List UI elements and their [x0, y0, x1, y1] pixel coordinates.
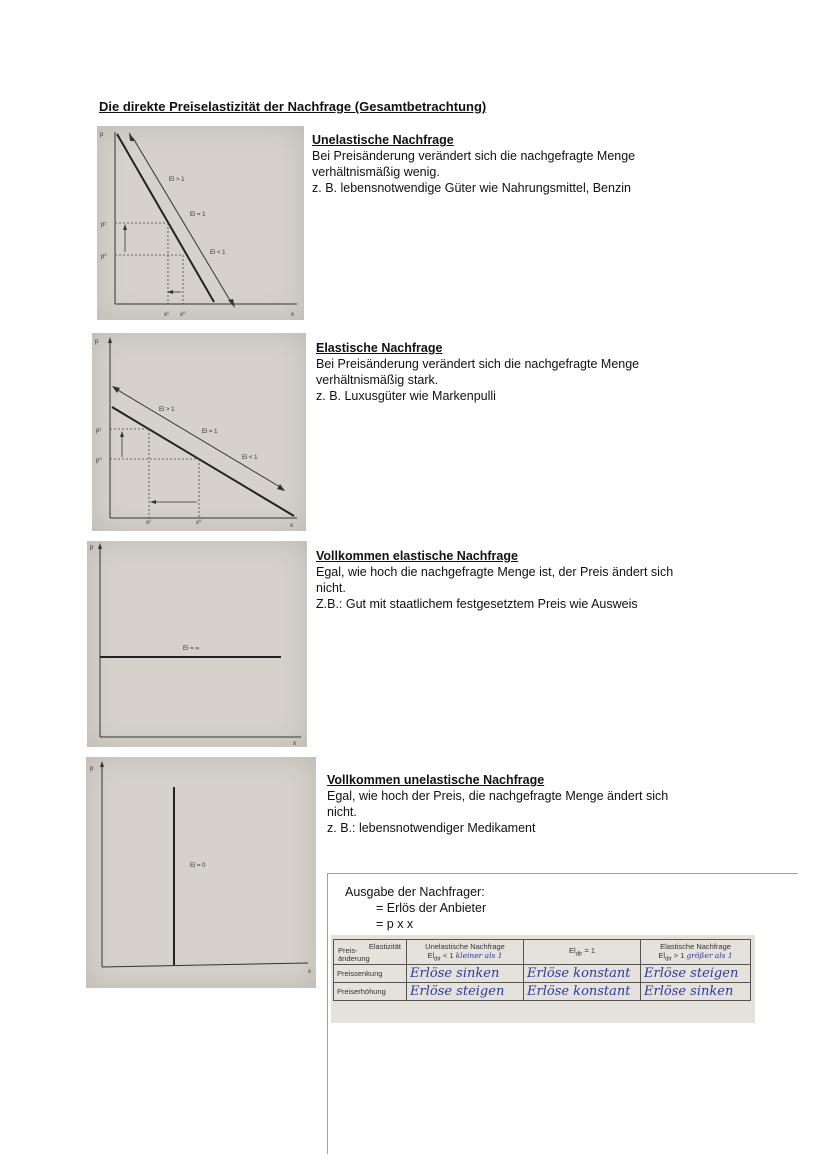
- section-perfectly-elastic: [316, 548, 673, 612]
- section-line: Bei Preisänderung verändert sich die nachgefragte Menge: [316, 357, 640, 371]
- section-perfectly-inelastic: [327, 772, 668, 836]
- col1-sub: El: [427, 950, 435, 960]
- section-elastic: [316, 340, 639, 404]
- x-axis-label: x: [308, 969, 311, 975]
- col3-title: Elastische Nachfrage: [660, 941, 731, 951]
- section-line: z. B. lebensnotwendige Güter wie Nahrungsmittel, Benzin: [312, 181, 631, 195]
- cell-handwritten: Erlöse konstant: [524, 965, 641, 983]
- col2-cond: = 1: [584, 946, 596, 956]
- section-heading: Elastische Nachfrage: [316, 341, 443, 355]
- graph-unelastic: [97, 126, 304, 320]
- col3-sub: El: [658, 950, 665, 960]
- p-axis-label: p: [95, 339, 99, 345]
- cell-handwritten: Erlöse sinken: [641, 983, 751, 1001]
- el-label: El = ∞: [183, 646, 200, 652]
- revenue-table: [333, 939, 751, 1001]
- expenditure-line: = p x x: [376, 917, 414, 931]
- graph-perfectly-elastic: [87, 541, 307, 747]
- graph-elastic: [92, 333, 306, 531]
- x0-label: x⁰: [196, 520, 202, 526]
- p1-label: p¹: [96, 428, 102, 434]
- graph-perfectly-elastic-photo: [87, 541, 307, 747]
- section-heading: Vollkommen elastische Nachfrage: [316, 549, 518, 563]
- cell-handwritten: Erlöse sinken: [407, 965, 524, 983]
- table-corner-cell: [334, 940, 407, 965]
- x-axis-label: x: [293, 741, 296, 747]
- section-line: Egal, wie hoch die nachgefragte Menge ist, der Preis ändert sich: [316, 565, 674, 579]
- corner-top-label: Elastizität: [368, 942, 401, 951]
- row-label: Preiserhöhung: [334, 983, 407, 1001]
- section-line: verhältnismäßig wenig.: [312, 165, 440, 179]
- col1-header: [407, 940, 524, 965]
- corner-bottom-label: Preis- änderung: [338, 946, 370, 963]
- col1-note: kleiner als 1: [455, 950, 503, 960]
- section-line: Bei Preisänderung verändert sich die nachgefragte Menge: [312, 149, 636, 163]
- section-line: nicht.: [327, 805, 357, 819]
- section-line: verhältnismäßig stark.: [316, 373, 439, 387]
- section-heading: Vollkommen unelastische Nachfrage: [327, 773, 545, 787]
- section-line: z. B.: lebensnotwendiger Medikament: [327, 821, 536, 835]
- graph-elastic-photo: [92, 333, 306, 531]
- x0-label: x⁰: [180, 312, 186, 318]
- table-row: [334, 965, 751, 983]
- expenditure-line: = Erlös der Anbieter: [376, 901, 487, 915]
- p1-label: p¹: [101, 222, 107, 228]
- table-row: [334, 983, 751, 1001]
- p0-label: p⁰: [101, 254, 107, 260]
- col1-sub-sub: dir: [434, 956, 441, 963]
- x1-label: x¹: [146, 520, 151, 526]
- cell-handwritten: Erlöse steigen: [641, 965, 751, 983]
- col3-note: größer als 1: [686, 950, 733, 960]
- col3-cond: > 1: [673, 950, 685, 960]
- graph-perfectly-inelastic: [86, 757, 316, 988]
- page-title: Die direkte Preiselastizität der Nachfrage (Gesamtbetrachtung): [99, 99, 487, 114]
- section-line: z. B. Luxusgüter wie Markenpulli: [316, 389, 496, 403]
- cell-handwritten: Erlöse steigen: [407, 983, 524, 1001]
- expenditure-line: Ausgabe der Nachfrager:: [345, 885, 485, 899]
- section-unelastic: [312, 132, 635, 196]
- x1-label: x¹: [164, 312, 169, 318]
- col2-title: El: [568, 946, 576, 956]
- p-axis-label: p: [90, 545, 94, 551]
- section-heading: Unelastische Nachfrage: [312, 133, 454, 147]
- el-eq1-label: El = 1: [202, 429, 218, 435]
- el-gt1-label: El > 1: [159, 407, 175, 413]
- p0-label: p⁰: [96, 458, 102, 464]
- x-axis-label: x: [291, 312, 294, 318]
- col1-cond: < 1: [442, 950, 454, 960]
- el-gt1-label: El > 1: [169, 177, 185, 183]
- col3-sub-sub: dir: [664, 956, 672, 963]
- cell-handwritten: Erlöse konstant: [524, 983, 641, 1001]
- el-label: El = 0: [190, 863, 206, 869]
- section-line: Egal, wie hoch der Preis, die nachgefragte Menge ändert sich: [327, 789, 669, 803]
- p-axis-label: p: [100, 132, 104, 138]
- graph-unelastic-photo: [97, 126, 304, 320]
- el-lt1-label: El < 1: [242, 455, 258, 461]
- el-lt1-label: El < 1: [210, 250, 226, 256]
- table-header-row: [334, 940, 751, 965]
- col2-sub: dir: [575, 951, 583, 958]
- section-line: nicht.: [316, 581, 346, 595]
- col1-title: Unelastische Nachfrage: [425, 941, 505, 951]
- p-axis-label: p: [90, 766, 94, 772]
- col2-header: [524, 940, 641, 965]
- expenditure-text: [345, 884, 486, 932]
- revenue-table-photo: [331, 935, 755, 1023]
- row-label: Preissenkung: [334, 965, 407, 983]
- x-axis-label: x: [290, 523, 293, 529]
- section-line: Z.B.: Gut mit staatlichem festgesetztem Preis wie Ausweis: [316, 597, 638, 611]
- el-eq1-label: El = 1: [190, 212, 206, 218]
- graph-perfectly-inelastic-photo: [86, 757, 316, 988]
- col3-header: [641, 940, 751, 965]
